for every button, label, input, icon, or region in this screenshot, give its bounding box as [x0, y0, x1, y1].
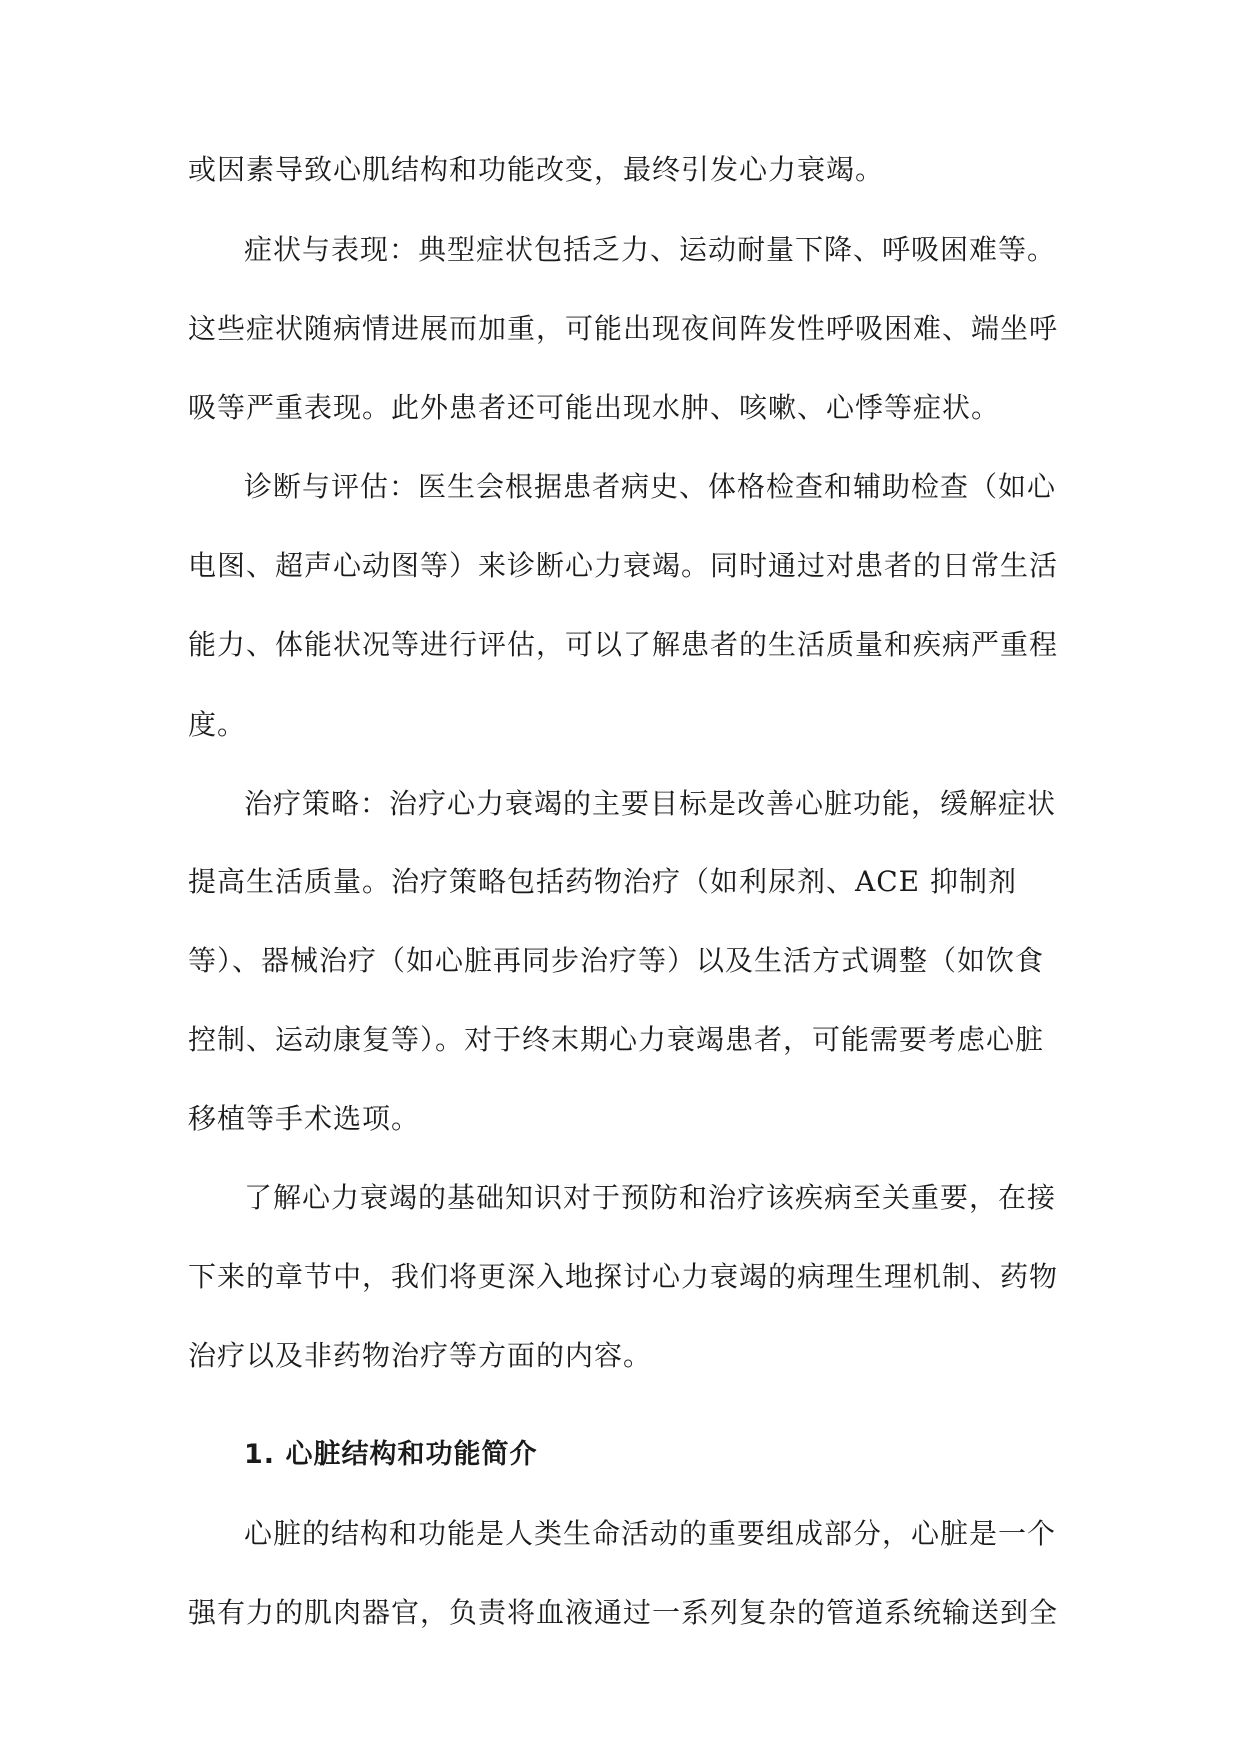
- text-line: 强有力的肌肉器官，负责将血液通过一系列复杂的管道系统输送到全: [188, 1596, 1059, 1629]
- text-line: 移植等手术选项。: [188, 1102, 421, 1135]
- text-line: 吸等严重表现。此外患者还可能出现水肿、咳嗽、心悸等症状。: [188, 391, 1001, 424]
- paragraph-diagnosis-start: 诊断与评估：医生会根据患者病史、体格检查和辅助检查（如心: [244, 470, 1057, 503]
- text-line: 或因素导致心肌结构和功能改变，最终引发心力衰竭。: [188, 153, 885, 186]
- text-line: 能力、体能状况等进行评估，可以了解患者的生活质量和疾病严重程: [188, 628, 1059, 661]
- text-line: 下来的章节中，我们将更深入地探讨心力衰竭的病理生理机制、药物: [188, 1260, 1059, 1293]
- text-line: 提高生活质量。治疗策略包括药物治疗（如利尿剂、ACE 抑制剂: [188, 865, 1017, 898]
- text-line: 电图、超声心动图等）来诊断心力衰竭。同时通过对患者的日常生活: [188, 549, 1059, 582]
- text-line: 控制、运动康复等）。对于终末期心力衰竭患者，可能需要考虑心脏: [188, 1023, 1045, 1056]
- text-line: 治疗以及非药物治疗等方面的内容。: [188, 1339, 653, 1372]
- section-heading: 1. 心脏结构和功能简介: [244, 1439, 538, 1470]
- paragraph-treatment-start: 治疗策略：治疗心力衰竭的主要目标是改善心脏功能，缓解症状: [244, 787, 1057, 820]
- paragraph-symptoms-start: 症状与表现：典型症状包括乏力、运动耐量下降、呼吸困难等。: [244, 233, 1057, 266]
- paragraph-summary-start: 了解心力衰竭的基础知识对于预防和治疗该疾病至关重要，在接: [244, 1181, 1057, 1214]
- text-line: 这些症状随病情进展而加重，可能出现夜间阵发性呼吸困难、端坐呼: [188, 312, 1059, 345]
- text-line: 度。: [188, 708, 247, 741]
- paragraph-heart-start: 心脏的结构和功能是人类生命活动的重要组成部分，心脏是一个: [244, 1517, 1057, 1550]
- text-line: 等）、器械治疗（如心脏再同步治疗等）以及生活方式调整（如饮食: [188, 944, 1045, 977]
